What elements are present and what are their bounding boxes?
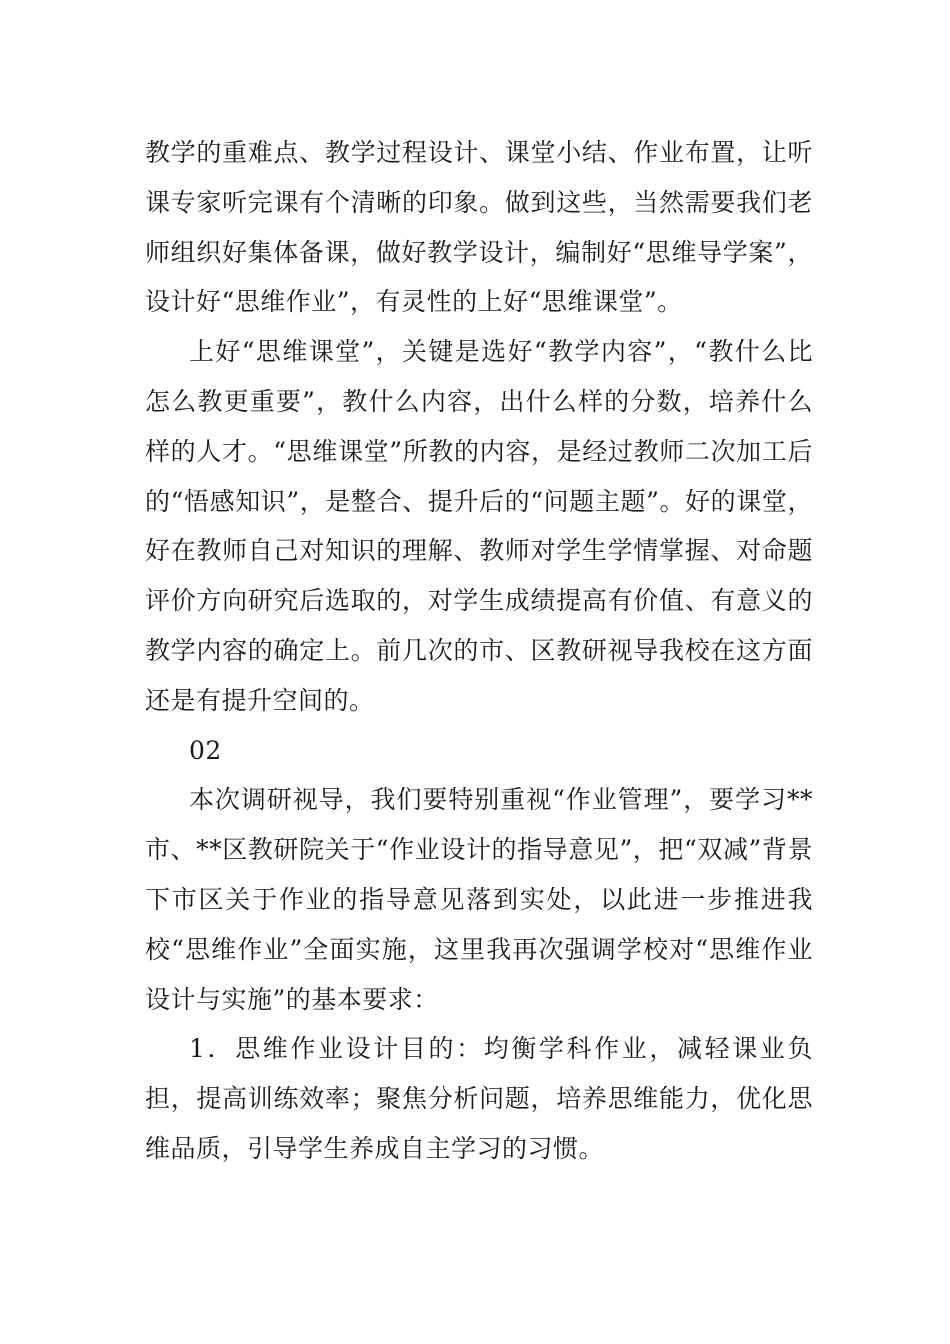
section-number: 02 [189, 735, 222, 765]
paragraph-continuation: 教学的重难点、教学过程设计、课堂小结、作业布置，让听课专家听完课有个清晰的印象。做到这些，当然需要我们老师组织好集体备课，做好教学设计，编制好“思维导学案”，设计好“思维作业”，有灵性的上好“思维课堂”。 [145, 138, 813, 317]
document-body [145, 128, 813, 1174]
paragraph-homework-management: 本次调研视导，我们要特别重视“作业管理”，要学习**市、**区教研院关于“作业设计的指导意见”，把“双减”背景下市区关于作业的指导意见落到实处，以此进一步推进我校“思维作业”全面实施，这里我再次强调学校对“思维作业设计与实施”的基本要求： [145, 785, 813, 1014]
paragraph-thinking-classroom: 上好“思维课堂”，关键是选好“教学内容”，“教什么比怎么教更重要”，教什么内容，出什么样的分数，培养什么样的人才。“思维课堂”所教的内容，是经过教师二次加工后的“悟感知识”，是整合、提升后的“问题主题”。好的课堂，好在教师自己对知识的理解、教师对学生学情掌握、对命题评价方向研究后选取的，对学生成绩提高有价值、有意义的教学内容的确定上。前几次的市、区教研视导我校在这方面还是有提升空间的。 [145, 337, 813, 715]
paragraph-homework-purpose: 1．思维作业设计目的：均衡学科作业，减轻课业负担，提高训练效率；聚焦分析问题，培养思维能力，优化思维品质，引导学生养成自主学习的习惯。 [145, 1034, 813, 1163]
